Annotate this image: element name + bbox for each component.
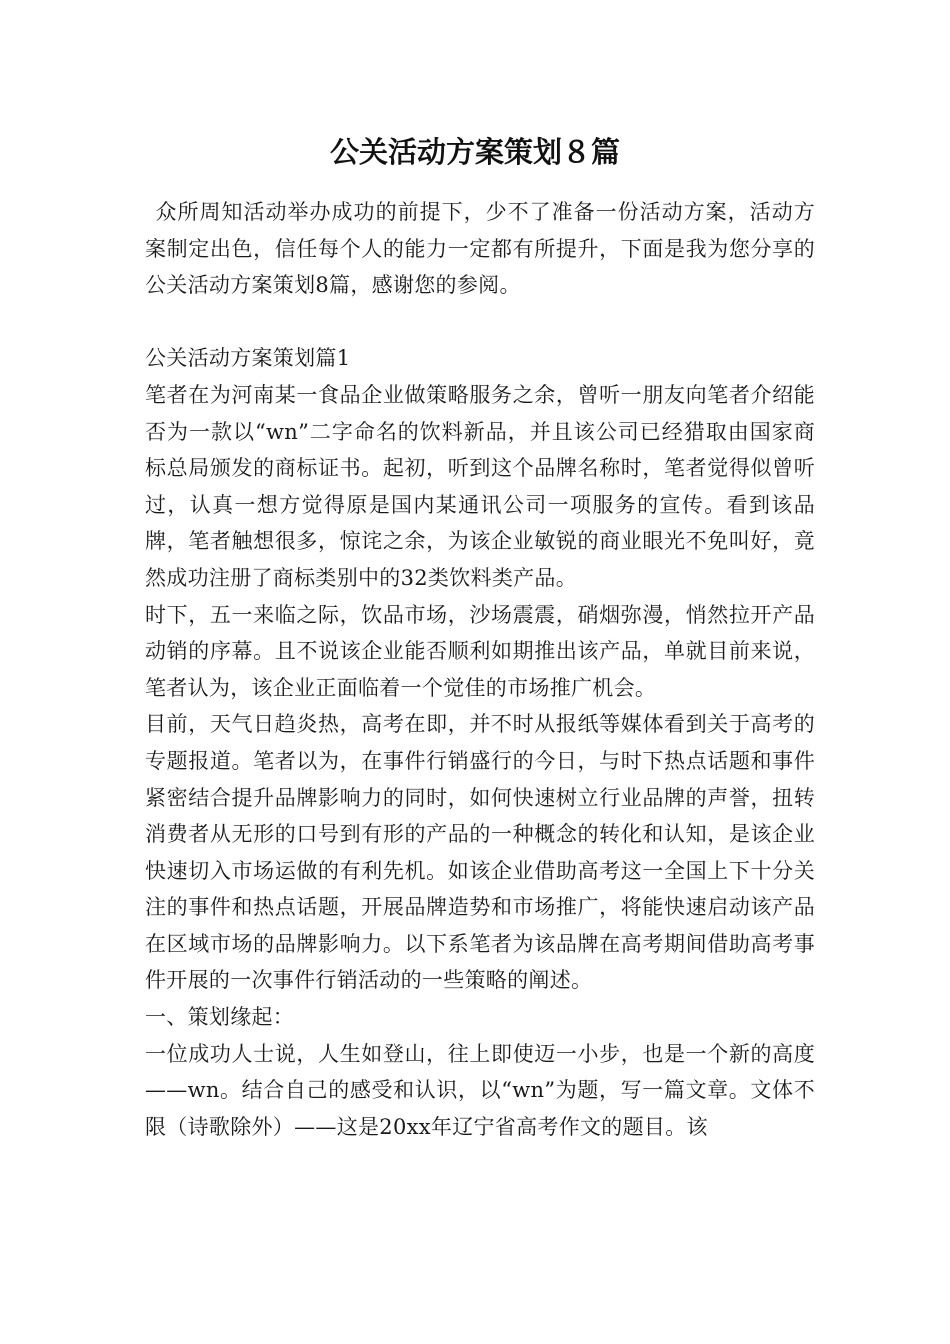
body-paragraph-3: 目前，天气日趋炎热，高考在即，并不时从报纸等媒体看到关于高考的专题报道。笔者以为，在事件行销盛行的今日，与时下热点话题和事件紧密结合提升品牌影响力的同时，如何快速树立行业品牌的声誉，扭转消费者从无形的口号到有形的产品的一种概念的转化和认知，是该企业快速切入市场运做的有利先机。如该企业借助高考这一全国上下十分关注的事件和热点话题，开展品牌造势和市场推广，将能快速启动该产品在区域市场的品牌影响力。以下系笔者为该品牌在高考期间借助高考事件开展的一次事件行销活动的一些策略的阐述。: [145, 712, 815, 993]
body-paragraph-1: 笔者在为河南某一食品企业做策略服务之余，曾听一朋友向笔者介绍能否为一款以“wn”二字命名的饮料新品，并且该公司已经猎取由国家商标总局颁发的商标证书。起初，听到这个品牌名称时，笔者觉得似曾听过，认真一想方觉得原是国内某通讯公司一项服务的宣传。看到该品牌，笔者触想很多，惊诧之余，为该企业敏锐的商业眼光不免叫好，竟然成功注册了商标类别中的32类饮料类产品。: [145, 382, 815, 590]
section-heading: 公关活动方案策划篇1: [145, 346, 351, 371]
subsection-heading: 一、策划缘起：: [145, 1005, 295, 1030]
body-paragraph-4: 一位成功人士说，人生如登山，往上即使迈一小步，也是一个新的高度——wn。结合自己的感受和认识，以“wn”为题，写一篇文章。文体不限（诗歌除外）——这是20xx年辽宁省高考作文的题目。该: [145, 1041, 815, 1139]
intro-paragraph: 众所周知活动举办成功的前提下，少不了准备一份活动方案，活动方案制定出色，信任每个人的能力一定都有所提升，下面是我为您分享的公关活动方案策划8篇，感谢您的参阅。: [145, 200, 815, 298]
body-paragraph-2: 时下，五一来临之际，饮品市场，沙场震震，硝烟弥漫，悄然拉开产品动销的序幕。且不说该企业能否顺利如期推出该产品，单就目前来说，笔者认为，该企业正面临着一个觉佳的市场推广机会。: [145, 602, 815, 700]
document-body: [145, 194, 815, 1145]
document-title: 公关活动方案策划８篇: [329, 135, 620, 169]
paragraph-gap: [145, 304, 815, 341]
